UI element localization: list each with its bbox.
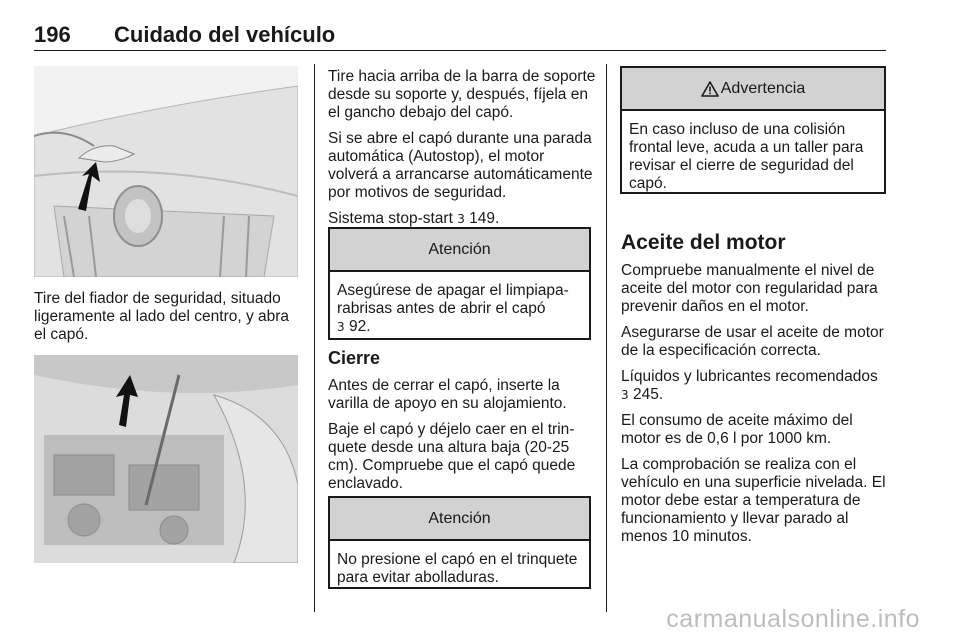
page-title: Cuidado del vehículo xyxy=(114,22,336,47)
autostop-paragraph: Si se abre el capó durante una parada automática (Autostop), el motor volverá a arrancarse automáticamente por motivos de seguridad. xyxy=(328,130,593,201)
watermark: carmanualsonline.info xyxy=(666,605,920,633)
stop-start-reference: Sistema stop-start 3 149. xyxy=(328,210,500,227)
prop-rod-figure xyxy=(34,355,298,563)
column-2-text xyxy=(328,68,596,236)
closing-heading: Cierre xyxy=(328,348,381,368)
oil-spec-paragraph: Asegurarse de usar el aceite de motor de la especificación correcta. xyxy=(621,324,884,359)
closing-paragraph-2: Baje el capó y déjelo caer en el trinquete desde una altura baja (20-25 cm). Compruebe que el capó quede enclavado. xyxy=(328,421,576,492)
hood-release-illustration xyxy=(34,66,298,277)
prop-rod-paragraph: Tire hacia arriba de la barra de soporte desde su soporte y, después, fíjela en el gancho debajo del capó. xyxy=(328,68,596,121)
engine-oil-heading: Aceite del motor xyxy=(621,231,786,254)
cross-reference-icon: 3 xyxy=(337,320,345,334)
oil-check-paragraph: Compruebe manualmente el nivel de aceite del motor con regularidad para prevenir daños en el motor. xyxy=(621,262,878,315)
oil-check-conditions-paragraph: La comprobación se realiza con el vehículo en una superficie nivelada. El motor debe estar a temperatura de funcionamiento y llevar parado al menos 10 minutos. xyxy=(621,456,886,545)
attention-box-latch xyxy=(328,496,591,589)
attention-box-wiper xyxy=(328,227,591,340)
attention-box-body: No presione el capó en el trinquete para evitar abolladuras. xyxy=(337,551,578,586)
column-divider-2 xyxy=(606,64,607,612)
closing-text xyxy=(328,377,596,501)
hood-release-figure xyxy=(34,66,298,277)
attention-box-title: Atención xyxy=(330,498,589,541)
warning-box xyxy=(620,66,886,194)
caption-paragraph: Tire del fiador de seguridad, situado ligeramente al lado del centro, y abra el capó. xyxy=(34,290,290,343)
warning-box-body: En caso incluso de una colisión frontal leve, acuda a un taller para revisar el cierre de seguridad del capó. xyxy=(629,121,864,192)
column-3-text xyxy=(621,262,889,554)
attention-box-title: Atención xyxy=(330,229,589,272)
attention-box-body: Asegúrese de apagar el limpiaparabrisas antes de abrir el capó 3 92. xyxy=(337,282,569,335)
caption-text xyxy=(34,290,300,352)
page-header xyxy=(34,22,886,50)
closing-paragraph-1: Antes de cerrar el capó, inserte la varilla de apoyo en su alojamiento. xyxy=(328,377,567,412)
cross-reference-icon: 3 xyxy=(457,212,465,226)
prop-rod-illustration xyxy=(34,355,298,563)
cross-reference-icon: 3 xyxy=(621,388,629,402)
warning-triangle-icon xyxy=(701,81,719,97)
page-number: 196 xyxy=(34,22,71,47)
column-divider-1 xyxy=(314,64,315,612)
header-divider xyxy=(34,50,886,51)
lubricants-reference: Líquidos y lubricantes recomendados 3 245. xyxy=(621,368,878,403)
oil-consumption-paragraph: El consumo de aceite máximo del motor es de 0,6 l por 1000 km. xyxy=(621,412,853,447)
warning-box-title: Advertencia xyxy=(622,68,884,111)
